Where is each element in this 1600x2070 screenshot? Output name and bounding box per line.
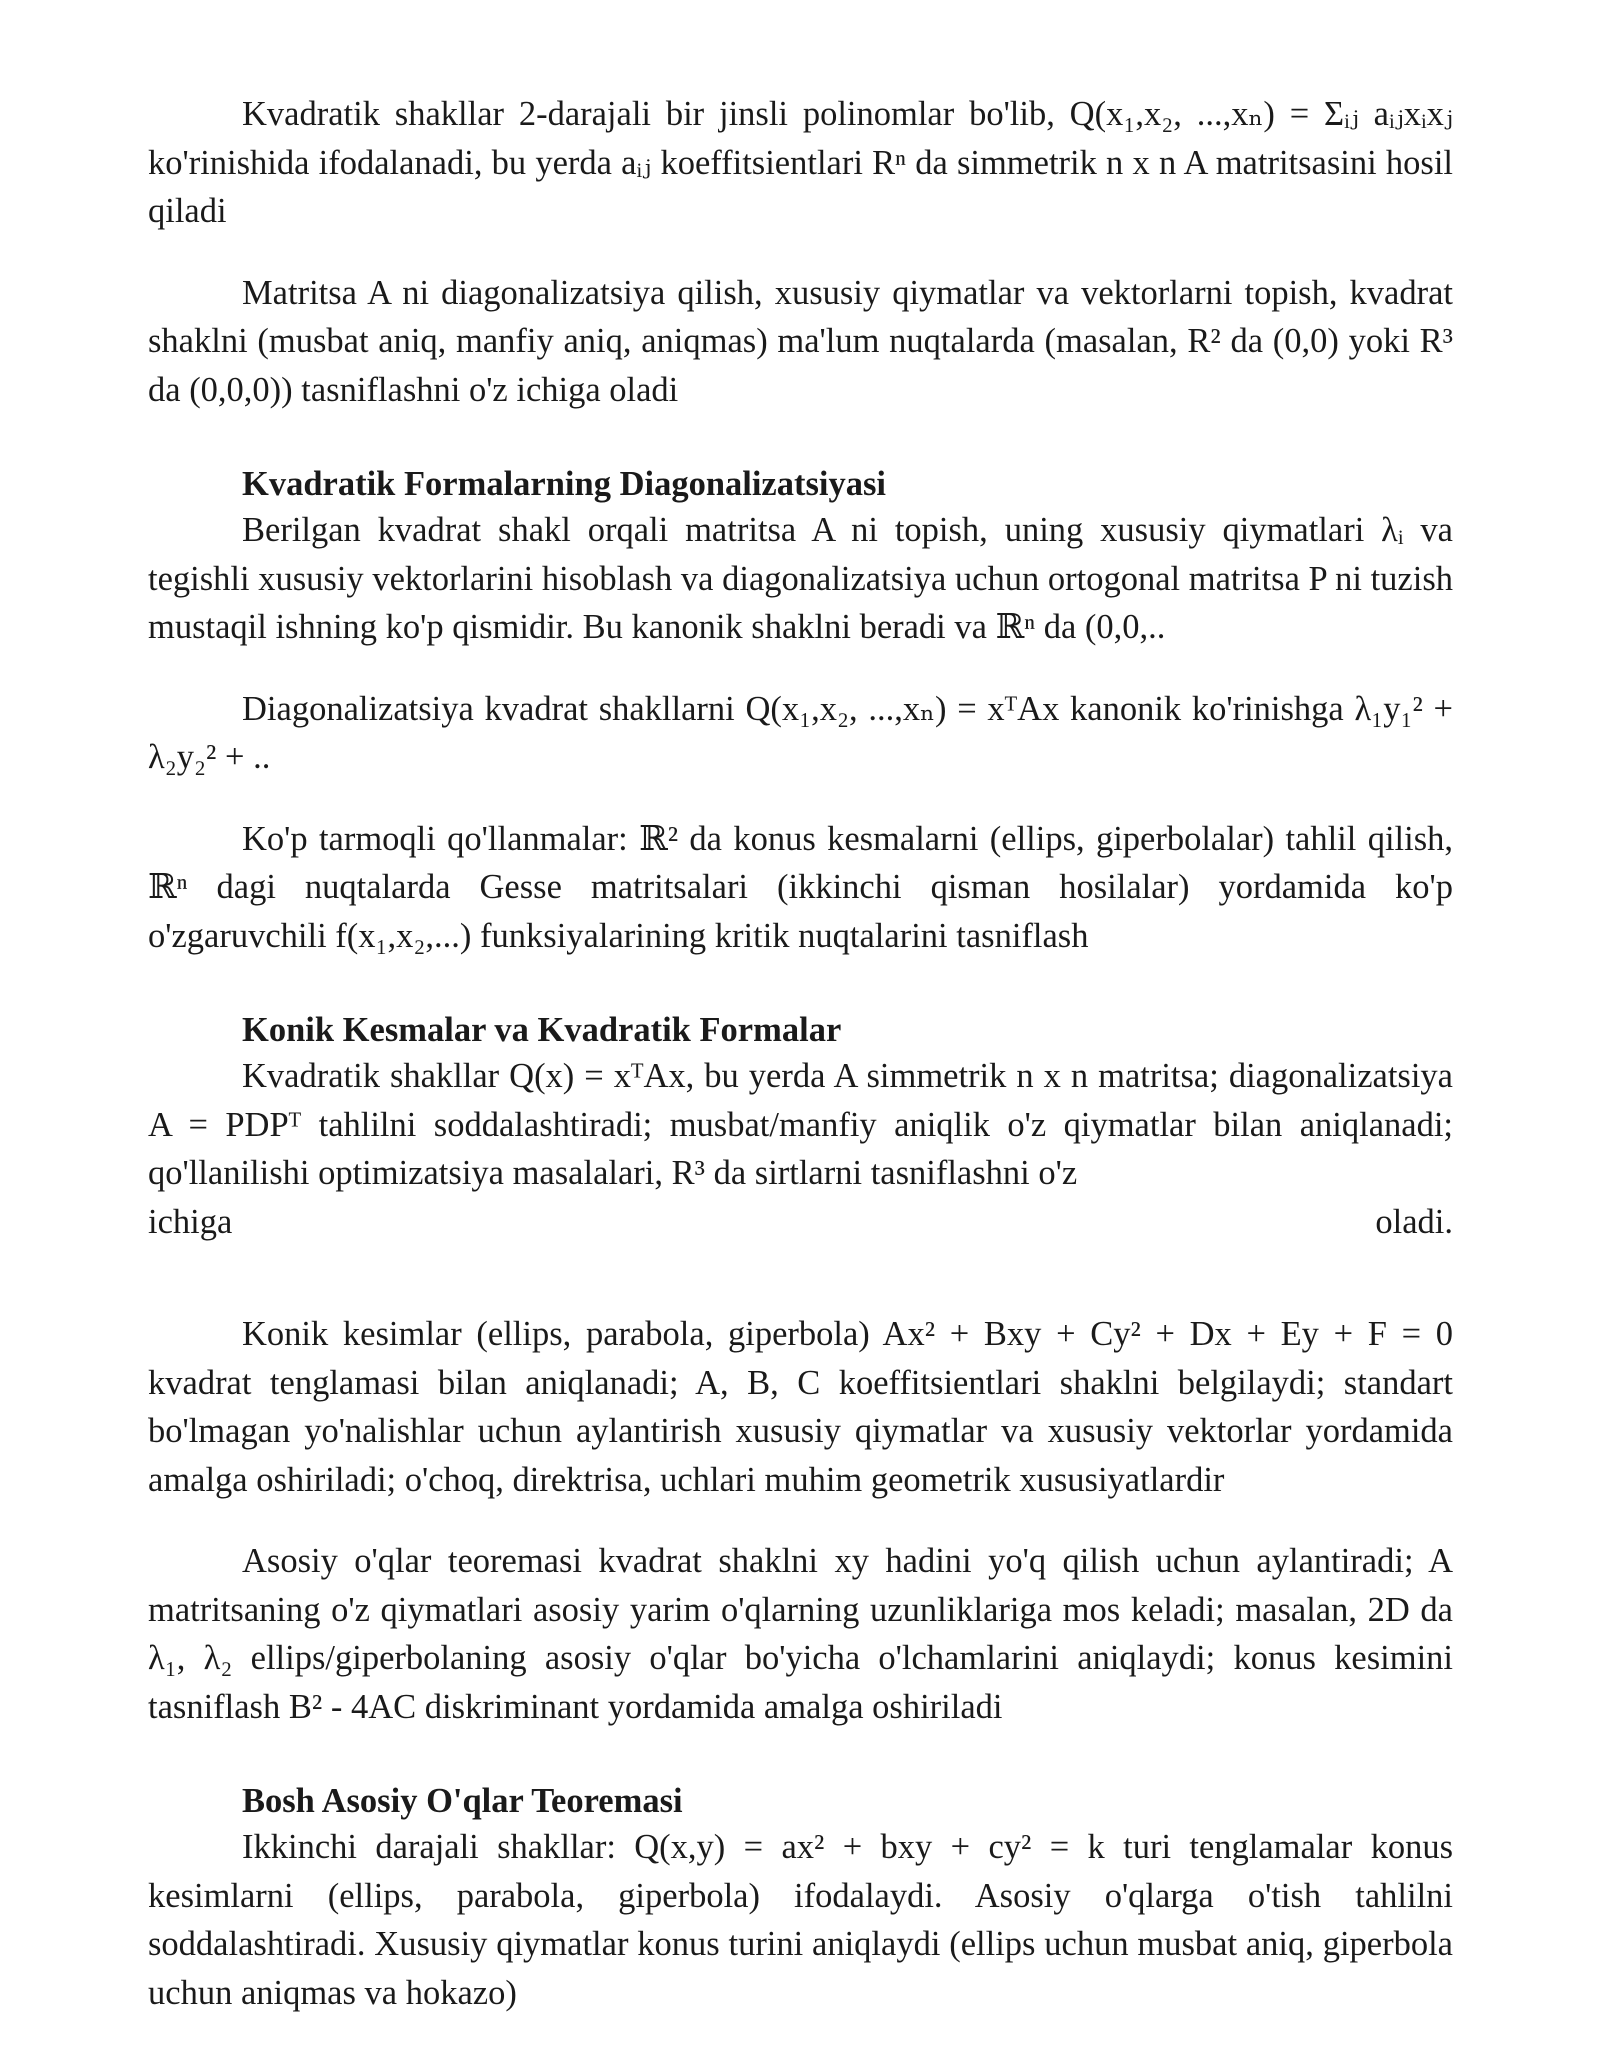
paragraph-conic-equation: Konik kesimlar (ellips, parabola, giperbola) Ax² + Bxy + Cy² + Dx + Ey + F = 0 kvadrat tenglamasi bilan aniqlanadi; A, B, C koeffitsientlari shaklni belgilaydi; standart bo'lmagan yo'nalishlar uchun aylantirish xususiy qiymatlar va xususiy vektorlar yordamida amalga oshiriladi; o'choq, direktrisa, uchlari muhim geometrik xususiyatlardir <box>148 1315 1453 1499</box>
heading-principal-axes-theorem: Bosh Asosiy O'qlar Teoremasi <box>242 1782 683 1820</box>
paragraph-eigenvalues-task: Berilgan kvadrat shakl orqali matritsa A ni topish, uning xususiy qiymatlari λᵢ va tegishli xususiy vektorlarini hisoblash va diagonalizatsiya uchun ortogonal matritsa P ni tuzish mustaqil ishning ko'p qismidir. Bu kanonik shaklni beradi va ℝⁿ da (0,0,.. <box>148 511 1453 646</box>
paragraph-applications: Ko'p tarmoqli qo'llanmalar: ℝ² da konus kesmalarni (ellips, giperbolalar) tahlil qilish, ℝⁿ dagi nuqtalarda Gesse matritsalari (ikkinchi qisman hosilalar) yordamida ko'p o'zgaruvchili f(x₁,x₂,...) funksiyalarining kritik nuqtalarini tasniflash <box>148 819 1453 955</box>
document-page <box>148 90 1453 2017</box>
paragraph-quadratic-forms-summary <box>148 1052 1453 1198</box>
paragraph-matrix-diagonalization: Matritsa A ni diagonalizatsiya qilish, xususiy qiymatlar va vektorlarni topish, kvadrat shaklni (musbat aniq, manfiy aniq, aniqmas) ma'lum nuqtalarda (masalan, R² da (0,0) yoki R³ da (0,0,0)) tasniflashni o'z ichiga oladi <box>148 273 1453 409</box>
paragraph-last-line <box>148 1198 1453 1247</box>
paragraph-second-degree-forms: Ikkinchi darajali shakllar: Q(x,y) = ax² + bxy + cy² = k turi tenglamalar konus kesimlarni (ellips, parabola, giperbola) ifodalaydi. Asosiy o'qlarga o'tish tahlilni soddalashtiradi. Xususiy qiymatlar konus turini aniqlaydi (ellips uchun musbat aniq, giperbola uchun aniqmas va hokazo) <box>148 1828 1453 2012</box>
heading-diagonalization: Kvadratik Formalarning Diagonalizatsiyasi <box>242 465 887 503</box>
paragraph-quadratic-forms-summary-text: Kvadratik shakllar Q(x) = xᵀAx, bu yerda A simmetrik n x n matritsa; diagonalizatsiya A = PDPᵀ tahlilni soddalashtiradi; musbat/manfiy aniqlik o'z qiymatlar bilan aniqlanadi; qo'llanilishi optimizatsiya masalalari, R³ da sirtlarni tasniflashni o'z <box>148 1057 1453 1192</box>
paragraph-canonical-form: Diagonalizatsiya kvadrat shakllarni Q(x₁,x₂, ...,xₙ) = xᵀAx kanonik ko'rinishga λ₁y₁² + λ₂y₂² + .. <box>148 689 1453 776</box>
paragraph-principal-axes: Asosiy o'qlar teoremasi kvadrat shaklni xy hadini yo'q qilish uchun aylantiradi; A matritsaning o'z qiymatlari asosiy yarim o'qlarning uzunliklariga mos keladi; masalan, 2D da λ₁, λ₂ ellips/giperbolaning asosiy o'qlar bo'yicha o'lchamlarini aniqlaydi; konus kesimini tasniflash B² - 4AC diskriminant yordamida amalga oshiriladi <box>148 1542 1453 1726</box>
heading-conic-sections: Konik Kesmalar va Kvadratik Formalar <box>242 1011 842 1049</box>
paragraph-quadratic-forms-definition: Kvadratik shakllar 2-darajali bir jinsli polinomlar bo'lib, Q(x₁,x₂, ...,xₙ) = Σᵢⱼ aᵢⱼxᵢxⱼ ko'rinishida ifodalanadi, bu yerda aᵢⱼ koeffitsientlari Rⁿ da simmetrik n x n A matritsasini hosil qiladi <box>148 95 1453 230</box>
last-line-left-word: ichiga <box>148 1202 233 1241</box>
last-line-right-word: oladi. <box>1375 1202 1453 1241</box>
